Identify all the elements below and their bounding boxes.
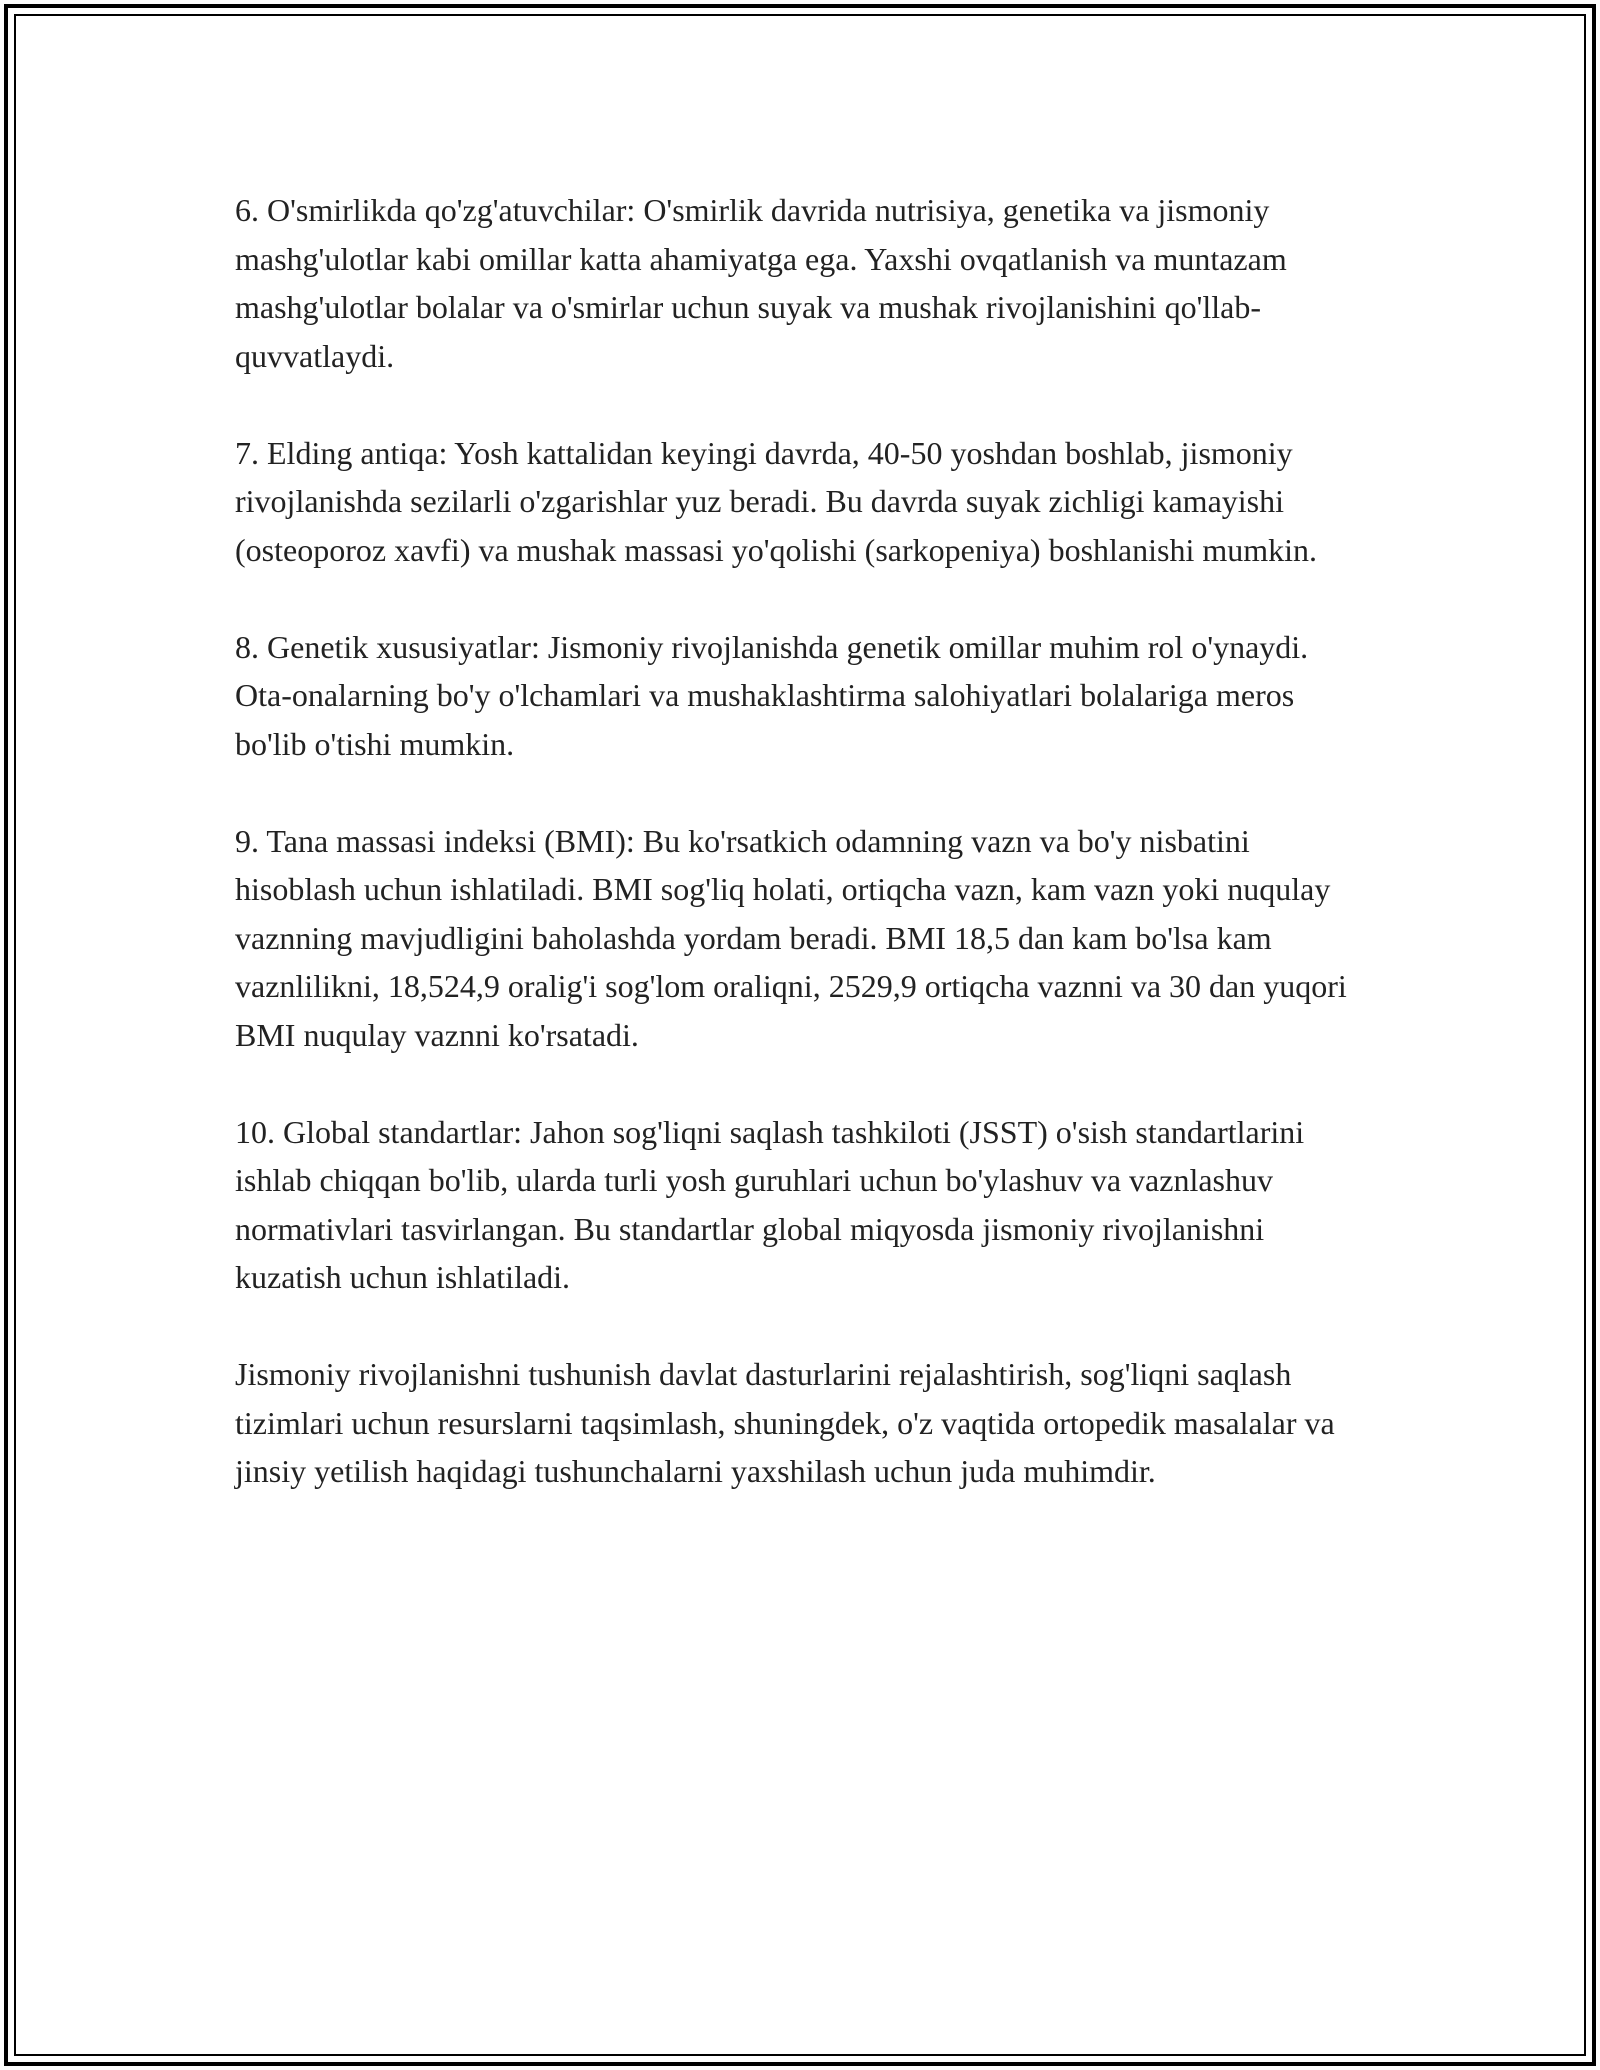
paragraph-10-global-standards: 10. Global standartlar: Jahon sog'liqni saqlash tashkiloti (JSST) o'sish standartlarini ishlab chiqqan bo'lib, ularda turli yosh guruhlari uchun bo'ylashuv va vaznlashuv normativlari tasvirlangan. Bu standartlar global miqyosda jismoniy rivojlanishni kuzatish uchun ishlatiladi. [235, 1113, 1305, 1295]
document-body [235, 186, 1370, 1544]
paragraph-6-adolescence-factors: 6. O'smirlikda qo'zg'atuvchilar: O'smirlik davrida nutrisiya, genetika va jismoniy mashg'ulotlar kabi omillar katta ahamiyatga ega. Yaxshi ovqatlanish va muntazam mashg'ulotlar bolalar va o'smirlar uchun suyak va mushak rivojlanishini qo'llab-quvvatlaydi. [235, 192, 1287, 374]
paragraph-conclusion: Jismoniy rivojlanishni tushunish davlat dasturlarini rejalashtirish, sog'liqni saqlash tizimlari uchun resurslarni taqsimlash, shuningdek, o'z vaqtida ortopedik masalalar va jinsiy yetilish haqidagi tushunchalarni yaxshilash uchun juda muhimdir. [235, 1356, 1335, 1489]
paragraph-8-genetic-traits: 8. Genetik xususiyatlar: Jismoniy rivojlanishda genetik omillar muhim rol o'ynaydi. Ota-onalarning bo'y o'lchamlari va mushaklashtirma salohiyatlari bolalariga meros bo'lib o'tishi mumkin. [235, 628, 1309, 762]
paragraph-7-middle-age-changes: 7. Elding antiqa: Yosh kattalidan keyingi davrda, 40-50 yoshdan boshlab, jismoniy rivojlanishda sezilarli o'zgarishlar yuz beradi. Bu davrda suyak zichligi kamayishi (osteoporoz xavfi) va mushak massasi yo'qolishi (sarkopeniya) boshlanishi mumkin. [235, 434, 1318, 568]
paragraph-9-bmi: 9. Tana massasi indeksi (BMI): Bu ko'rsatkich odamning vazn va bo'y nisbatini hisoblash uchun ishlatiladi. BMI sog'liq holati, ortiqcha vazn, kam vazn yoki nuqulay vaznning mavjudligini baholashda yordam beradi. BMI 18,5 dan kam bo'lsa kam vaznlilikni, 18,524,9 oralig'i sog'lom oraliqni, 2529,9 ortiqcha vaznni va 30 dan yuqori BMI nuqulay vaznni ko'rsatadi. [235, 822, 1347, 1053]
